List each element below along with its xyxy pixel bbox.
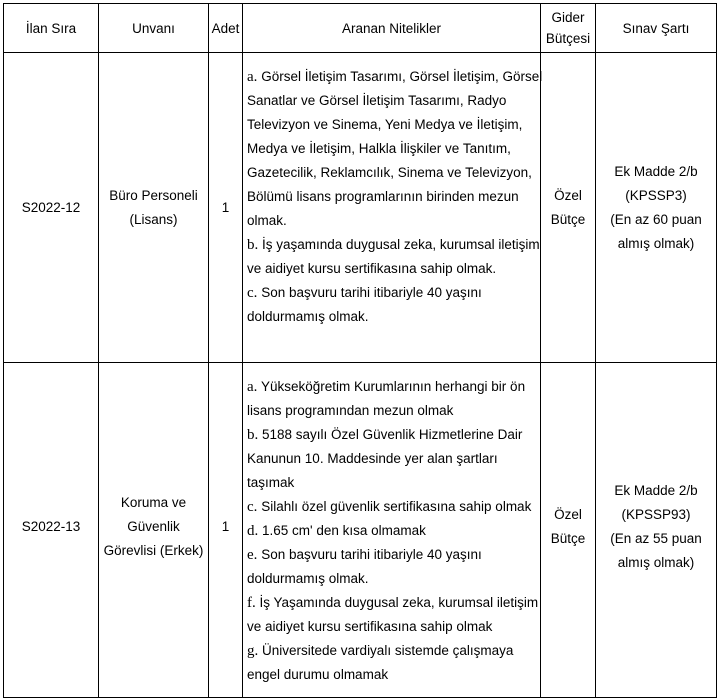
- qualification-marker: e.: [247, 547, 258, 563]
- qualification-text: Görsel İletişim Tasarımı, Görsel İletişim, Görsel: [261, 69, 543, 84]
- qualification-text: doldurmamış olmak.: [247, 309, 369, 324]
- qualification-marker: c.: [247, 499, 258, 515]
- gider-line: Özel: [554, 507, 582, 522]
- qualification-text: doldurmamış olmak.: [247, 571, 369, 586]
- sinav-line: (KPSSP3): [625, 187, 687, 203]
- sinav-sarti-cell: [596, 363, 717, 698]
- qualification-line: [247, 423, 536, 447]
- qualification-line: [247, 519, 536, 543]
- qualification-line: [247, 567, 536, 591]
- qualification-marker: f.: [247, 595, 256, 611]
- adet-cell: 1: [209, 53, 243, 363]
- gider-butcesi-cell: [541, 363, 596, 698]
- qualification-text: 1.65 cm' den kısa olmamak: [262, 523, 426, 538]
- qualification-text: Son başvuru tarihi itibariyle 40 yaşını: [261, 285, 482, 300]
- sinav-line: (En az 60 puan: [610, 211, 702, 227]
- qualification-line: [247, 89, 536, 113]
- ilan-sira-cell: S2022-12: [4, 53, 99, 363]
- qualification-line: [247, 65, 543, 89]
- qualification-text: lisans programından mezun olmak: [247, 403, 454, 418]
- qualification-line: [247, 399, 536, 423]
- qualification-text: Üniversitede vardiyalı sistemde çalışmaya: [262, 643, 514, 658]
- unvan-line: Görevlisi (Erkek): [103, 543, 204, 558]
- qualification-marker: c.: [247, 285, 258, 301]
- unvan-line: Büro Personeli: [109, 187, 198, 203]
- table-row: [4, 363, 717, 698]
- unvan-cell: [99, 363, 209, 698]
- qualification-text: taşımak: [247, 475, 295, 490]
- qualification-marker: b.: [247, 237, 259, 253]
- gider-line: Bütçe: [550, 211, 586, 227]
- adet-cell: 1: [209, 363, 243, 698]
- qualification-line: [247, 639, 536, 663]
- qualification-text: Televizyon ve Sinema, Yeni Medya ve İletişim,: [247, 117, 523, 132]
- qualification-line: [247, 233, 540, 257]
- qualification-line: [247, 185, 536, 209]
- qualification-text: Bölümü lisans programlarının birinden mezun: [247, 189, 519, 204]
- qualification-line: [247, 161, 536, 185]
- qualification-line: [247, 281, 536, 305]
- qualification-line: [247, 495, 536, 519]
- qualification-line: [247, 137, 536, 161]
- qualification-text: olmak.: [247, 213, 287, 228]
- qualification-line: [247, 375, 536, 399]
- header-gider-butcesi: [541, 4, 596, 53]
- header-ilan-sira: İlan Sıra: [4, 4, 99, 53]
- qualification-text: Gazetecilik, Reklamcılık, Sinema ve Televizyon,: [247, 165, 532, 180]
- qualification-text: Kanunun 10. Maddesinde yer alan şartları: [247, 451, 498, 466]
- qualification-text: İş yaşamında duygusal zeka, kurumsal iletişim: [262, 237, 540, 252]
- job-listing-table: [3, 3, 717, 698]
- qualification-marker: d.: [247, 523, 259, 539]
- sinav-line: Ek Madde 2/b: [614, 163, 698, 179]
- header-unvani: Unvanı: [99, 4, 209, 53]
- sinav-line: (KPSSP93): [621, 507, 691, 522]
- sinav-line: almış olmak): [617, 555, 695, 570]
- sinav-line: (En az 55 puan: [610, 531, 702, 546]
- qualification-text: engel durumu olmamak: [247, 667, 389, 682]
- qualification-text: ve aidiyet kursu sertifikasına sahip olmak: [247, 619, 493, 634]
- unvan-line: Güvenlik: [127, 519, 180, 534]
- unvan-line: (Lisans): [129, 211, 178, 227]
- qualification-text: İş Yaşamında duygusal zeka, kurumsal iletişim: [259, 595, 539, 610]
- gider-butcesi-cell: [541, 53, 596, 363]
- table-row: [4, 53, 717, 363]
- qualification-marker: a.: [247, 69, 258, 85]
- header-row: [4, 4, 717, 53]
- qualification-text: Yükseköğretim Kurumlarının herhangi bir ön: [260, 379, 526, 394]
- gider-line: Özel: [554, 187, 582, 203]
- header-gider-line: Gider: [551, 10, 585, 25]
- qualification-text: Silahlı özel güvenlik sertifikasına sahip olmak: [261, 499, 532, 514]
- sinav-line: almış olmak): [617, 235, 695, 251]
- header-butcesi-line: Bütçesi: [545, 31, 591, 46]
- qualification-marker: g.: [247, 643, 259, 659]
- qualification-line: [247, 663, 536, 687]
- sinav-line: Ek Madde 2/b: [614, 483, 698, 498]
- sinav-sarti-cell: [596, 53, 717, 363]
- qualification-text: ve aidiyet kursu sertifikasına sahip olmak.: [247, 261, 497, 276]
- qualification-line: [247, 305, 536, 329]
- qualification-marker: a.: [247, 379, 258, 395]
- qualification-text: Son başvuru tarihi itibariyle 40 yaşını: [261, 547, 482, 562]
- qualifications-cell: [243, 53, 541, 363]
- qualification-line: [247, 257, 536, 281]
- header-aranan-nitelikler: Aranan Nitelikler: [243, 4, 541, 53]
- qualification-line: [247, 113, 536, 137]
- qualifications-cell: [243, 363, 541, 698]
- gider-line: Bütçe: [550, 531, 586, 546]
- unvan-line: Koruma ve: [120, 495, 187, 510]
- qualification-line: [247, 591, 539, 615]
- header-sinav-sarti: Sınav Şartı: [596, 4, 717, 53]
- qualification-line: [247, 209, 536, 233]
- qualification-line: [247, 447, 536, 471]
- qualification-marker: b.: [247, 427, 259, 443]
- qualification-line: [247, 543, 536, 567]
- qualification-line: [247, 615, 536, 639]
- header-adet: Adet: [209, 4, 243, 53]
- unvan-cell: [99, 53, 209, 363]
- qualification-text: 5188 sayılı Özel Güvenlik Hizmetlerine Dair: [262, 427, 523, 442]
- qualification-text: Medya ve İletişim, Halkla İlişkiler ve Tanıtım,: [247, 141, 511, 156]
- ilan-sira-cell: S2022-13: [4, 363, 99, 698]
- qualification-line: [247, 471, 536, 495]
- qualification-text: Sanatlar ve Görsel İletişim Tasarımı, Radyo: [247, 93, 507, 108]
